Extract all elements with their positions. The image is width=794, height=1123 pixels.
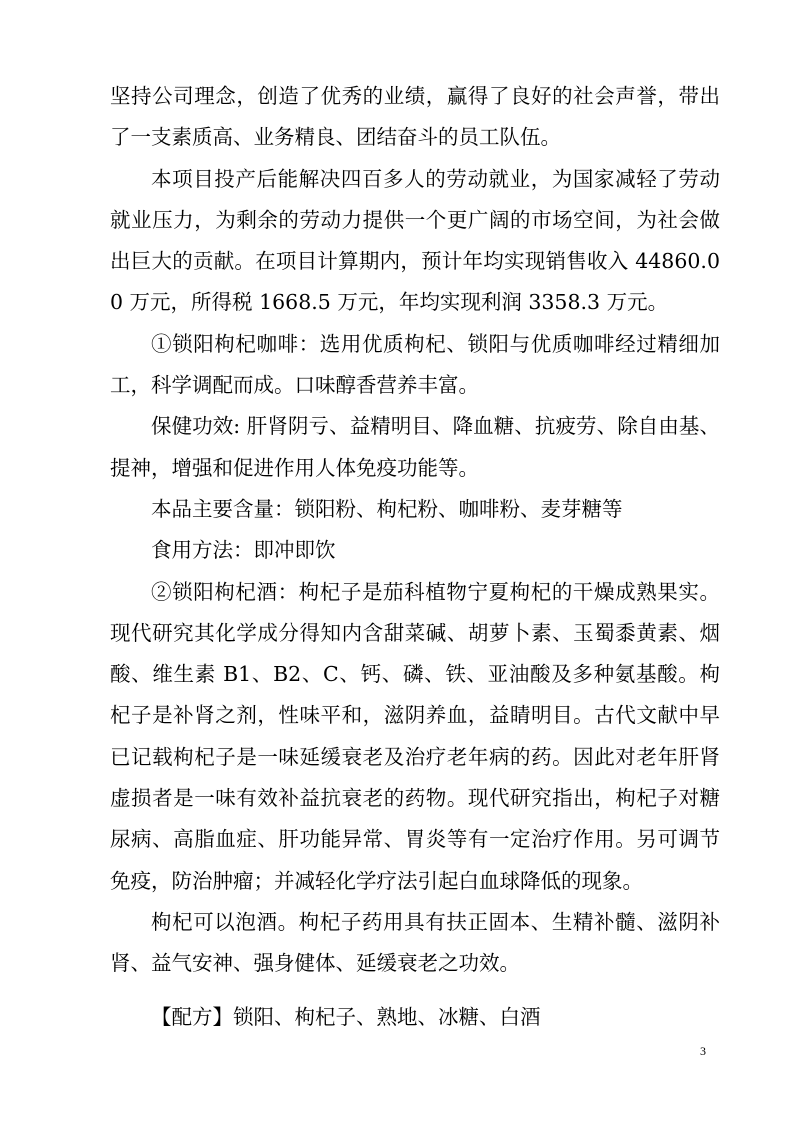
paragraph-coffee-product: ①锁阳枸杞咖啡：选用优质枸杞、锁阳与优质咖啡经过精细加工，科学调配而成。口味醇香营养丰富。 xyxy=(110,331,720,398)
paragraph-employment-revenue: 本项目投产后能解决四百多人的劳动就业，为国家减轻了劳动就业压力，为剩余的劳动力提供一个更广阔的市场空间，为社会做出巨大的贡献。在项目计算期内，预计年均实现销售收入 44860.00 万元，所得税 1668.5 万元，年均实现利润 3358.3 万元。 xyxy=(110,166,720,315)
paragraph-wolfberry-wine: ②锁阳枸杞酒：枸杞子是茄科植物宁夏枸杞的干燥成熟果实。 现代研究其化学成分得知内含甜菜碱、胡萝卜素、玉蜀黍黄素、烟酸、维生素 B1、B2、C、钙、磷、铁、亚油酸及多种氨基酸。枸杞子是补肾之剂，性味平和，滋阴养血，益睛明目。古代文献中早已记载枸杞子是一味延缓衰老及治疗老年病的药。因此对老年肝肾虚损者是一味有效补益抗衰老的药物。现代研究指出，枸杞子对糖尿病、高脂血症、肝功能异常、胃炎等有一定治疗作用。另可调节免疫，防治肿瘤；并减轻化学疗法引起白血球降低的现象。 xyxy=(110,579,720,893)
paragraph-main-ingredients: 本品主要含量：锁阳粉、枸杞粉、咖啡粉、麦芽糖等 xyxy=(151,496,623,521)
paragraph-company-philosophy: 坚持公司理念，创造了优秀的业绩，赢得了良好的社会声誉，带出了一支素质高、业务精良、团结奋斗的员工队伍。 xyxy=(110,84,720,150)
paragraph-usage: 食用方法：即冲即饮 xyxy=(151,538,336,563)
body-text xyxy=(110,76,720,1038)
paragraph-wolfberry-soaking: 枸杞可以泡酒。枸杞子药用具有扶正固本、生精补髓、滋阴补肾、益气安神、强身健体、延缓衰老之功效。 xyxy=(110,909,720,976)
paragraph-formula: 【配方】锁阳、枸杞子、熟地、冰糖、白酒 xyxy=(151,1004,541,1029)
paragraph-health-effects: 保健功效: 肝肾阴亏、益精明目、降血糖、抗疲劳、除自由基、提神，增强和促进作用人体免疫功能等。 xyxy=(110,414,720,480)
page-number: 3 xyxy=(700,1044,706,1058)
